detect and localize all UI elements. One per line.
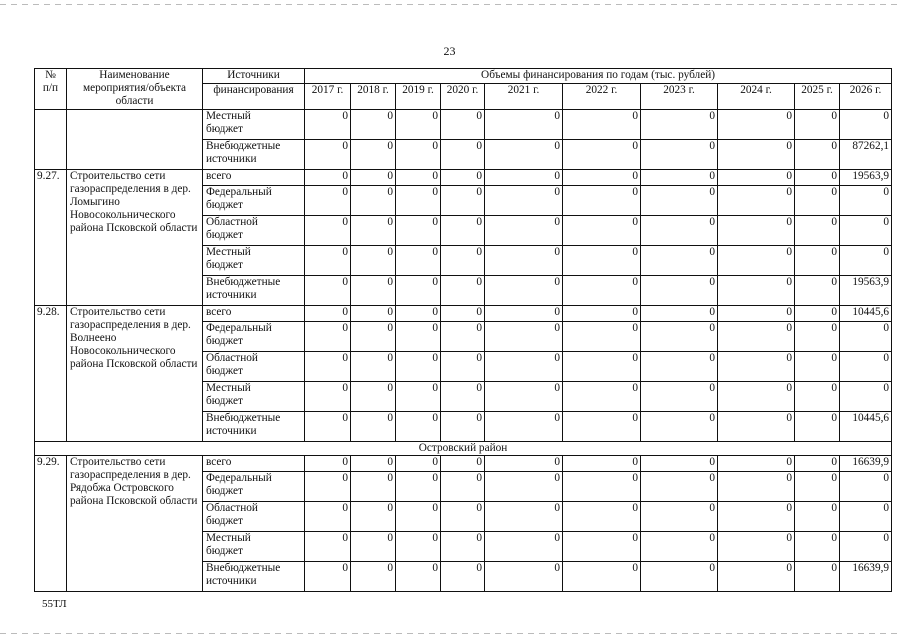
funding-value: 0 [351,351,396,381]
funding-value: 0 [396,305,441,321]
funding-value: 0 [718,381,795,411]
funding-value: 0 [351,471,396,501]
funding-value: 0 [641,139,718,169]
funding-value: 0 [563,501,641,531]
funding-source: Местный бюджет [203,245,305,275]
funding-value: 0 [441,305,485,321]
funding-value: 0 [840,321,892,351]
funding-value: 0 [563,139,641,169]
funding-source: всего [203,455,305,471]
table-row [35,169,892,185]
funding-value: 0 [718,245,795,275]
funding-value: 0 [718,455,795,471]
funding-value: 0 [305,321,351,351]
funding-value: 0 [718,215,795,245]
funding-value: 0 [795,471,840,501]
col-header-years-title: Объемы финансирования по годам (тыс. рублей) [305,69,892,84]
funding-value: 0 [441,381,485,411]
funding-value: 0 [641,455,718,471]
item-number [35,109,67,169]
funding-value: 0 [396,185,441,215]
funding-value: 0 [718,501,795,531]
funding-value: 0 [305,305,351,321]
funding-value: 0 [485,109,563,139]
funding-value: 0 [441,411,485,441]
funding-value: 0 [305,245,351,275]
funding-value: 0 [718,169,795,185]
funding-value: 0 [485,139,563,169]
funding-value: 0 [485,455,563,471]
funding-value: 0 [485,531,563,561]
item-number: 9.27. [35,169,67,305]
item-number: 9.29. [35,455,67,591]
funding-value: 0 [396,411,441,441]
funding-value: 0 [563,245,641,275]
funding-value: 0 [485,305,563,321]
funding-value: 0 [351,305,396,321]
funding-value: 0 [718,109,795,139]
funding-value: 16639,9 [840,561,892,591]
funding-value: 0 [563,471,641,501]
item-number: 9.28. [35,305,67,441]
funding-value: 0 [563,411,641,441]
funding-value: 0 [563,109,641,139]
funding-value: 0 [351,561,396,591]
funding-value: 0 [485,411,563,441]
funding-value: 0 [840,351,892,381]
funding-source: Областной бюджет [203,351,305,381]
funding-value: 0 [396,381,441,411]
funding-value: 0 [795,561,840,591]
funding-value: 0 [351,215,396,245]
funding-value: 0 [795,305,840,321]
funding-value: 0 [563,381,641,411]
funding-value: 0 [840,501,892,531]
funding-source: Федеральный бюджет [203,185,305,215]
funding-value: 0 [396,215,441,245]
funding-value: 0 [795,531,840,561]
funding-value: 0 [351,411,396,441]
funding-source: всего [203,305,305,321]
funding-value: 10445,6 [840,411,892,441]
funding-value: 0 [396,139,441,169]
funding-value: 0 [441,109,485,139]
funding-value: 0 [441,169,485,185]
funding-value: 0 [305,139,351,169]
funding-value: 0 [485,561,563,591]
funding-value: 0 [563,275,641,305]
col-header-num: № п/п [35,69,67,110]
funding-value: 0 [641,471,718,501]
funding-value: 0 [840,109,892,139]
col-header-year: 2022 г. [563,84,641,110]
funding-value: 0 [305,455,351,471]
funding-value: 0 [441,185,485,215]
funding-value: 0 [351,321,396,351]
funding-value: 0 [396,531,441,561]
funding-value: 0 [563,215,641,245]
funding-value: 0 [641,381,718,411]
funding-value: 0 [795,185,840,215]
funding-value: 0 [441,139,485,169]
table-row [35,305,892,321]
funding-value: 0 [563,531,641,561]
funding-value: 0 [485,321,563,351]
col-header-year: 2018 г. [351,84,396,110]
funding-value: 0 [305,185,351,215]
table-row [35,455,892,471]
funding-value: 0 [718,561,795,591]
footer-code: 55ТЛ [42,598,67,610]
header-row-top [35,69,892,84]
funding-value: 0 [563,305,641,321]
section-row [35,441,892,455]
funding-value: 0 [305,275,351,305]
funding-value: 0 [795,381,840,411]
scan-edge-top [0,4,899,5]
financing-table [34,68,892,592]
funding-value: 0 [485,185,563,215]
funding-value: 0 [305,169,351,185]
col-header-year: 2025 г. [795,84,840,110]
funding-value: 0 [396,561,441,591]
funding-value: 0 [641,185,718,215]
col-header-source-line2: финансирования [203,84,305,110]
funding-value: 19563,9 [840,169,892,185]
funding-value: 0 [351,139,396,169]
funding-value: 0 [441,471,485,501]
funding-value: 0 [840,381,892,411]
item-name: Строительство сети газораспределения в дер. Рядобжа Островского района Псковской области [67,455,203,591]
funding-value: 0 [718,275,795,305]
funding-value: 0 [351,169,396,185]
funding-value: 19563,9 [840,275,892,305]
funding-source: всего [203,169,305,185]
funding-value: 0 [641,411,718,441]
funding-value: 0 [641,561,718,591]
funding-source: Внебюджетные источники [203,411,305,441]
funding-value: 0 [441,501,485,531]
funding-value: 0 [563,455,641,471]
funding-source: Областной бюджет [203,501,305,531]
funding-value: 0 [441,215,485,245]
funding-value: 0 [305,215,351,245]
funding-value: 0 [441,351,485,381]
funding-value: 0 [351,455,396,471]
funding-value: 0 [840,185,892,215]
table-body [35,109,892,591]
funding-value: 0 [485,275,563,305]
funding-value: 0 [441,245,485,275]
item-name: Строительство сети газораспределения в дер. Ломыгино Новосокольнического района Псковской области [67,169,203,305]
funding-value: 0 [351,185,396,215]
funding-value: 0 [563,185,641,215]
funding-value: 0 [641,321,718,351]
funding-value: 0 [396,471,441,501]
funding-value: 0 [641,215,718,245]
funding-value: 0 [485,245,563,275]
funding-value: 0 [305,531,351,561]
funding-value: 0 [396,109,441,139]
funding-value: 0 [351,275,396,305]
funding-value: 0 [305,381,351,411]
col-header-year: 2019 г. [396,84,441,110]
funding-value: 0 [795,351,840,381]
funding-value: 0 [840,471,892,501]
funding-value: 0 [795,139,840,169]
col-header-name: Наименование мероприятия/объекта области [67,69,203,110]
col-header-year: 2021 г. [485,84,563,110]
funding-value: 0 [351,245,396,275]
funding-value: 0 [441,321,485,351]
funding-source: Федеральный бюджет [203,321,305,351]
funding-value: 0 [641,531,718,561]
funding-value: 0 [396,245,441,275]
col-header-year: 2024 г. [718,84,795,110]
funding-source: Областной бюджет [203,215,305,245]
funding-value: 0 [718,185,795,215]
funding-value: 0 [563,351,641,381]
funding-value: 0 [441,561,485,591]
col-header-year: 2026 г. [840,84,892,110]
funding-source: Федеральный бюджет [203,471,305,501]
funding-value: 0 [305,109,351,139]
funding-value: 0 [305,501,351,531]
funding-value: 0 [396,275,441,305]
item-name: Строительство сети газораспределения в дер. Волнеено Новосокольнического района Псковской области [67,305,203,441]
funding-value: 0 [641,275,718,305]
funding-value: 0 [441,531,485,561]
funding-value: 0 [641,109,718,139]
col-header-year: 2023 г. [641,84,718,110]
funding-value: 0 [396,455,441,471]
funding-value: 0 [641,501,718,531]
funding-value: 0 [840,215,892,245]
funding-source: Местный бюджет [203,531,305,561]
funding-value: 0 [396,169,441,185]
funding-value: 0 [641,245,718,275]
funding-value: 0 [485,215,563,245]
funding-value: 0 [840,531,892,561]
funding-value: 0 [396,351,441,381]
col-header-year: 2017 г. [305,84,351,110]
funding-value: 0 [795,321,840,351]
funding-value: 0 [718,139,795,169]
funding-value: 0 [441,275,485,305]
funding-source: Внебюджетные источники [203,139,305,169]
funding-value: 0 [641,169,718,185]
funding-value: 0 [351,109,396,139]
funding-value: 16639,9 [840,455,892,471]
funding-value: 0 [641,305,718,321]
funding-value: 0 [795,455,840,471]
page-number: 23 [443,44,456,58]
funding-value: 0 [563,321,641,351]
funding-value: 0 [718,321,795,351]
funding-value: 0 [718,531,795,561]
funding-value: 0 [795,275,840,305]
scan-edge-bottom [0,633,899,634]
funding-value: 0 [305,351,351,381]
funding-value: 0 [351,531,396,561]
funding-value: 0 [351,501,396,531]
funding-value: 10445,6 [840,305,892,321]
funding-value: 0 [396,321,441,351]
funding-value: 0 [485,351,563,381]
funding-source: Местный бюджет [203,381,305,411]
col-header-year: 2020 г. [441,84,485,110]
col-header-source-line1: Источники [203,69,305,84]
funding-value: 0 [718,351,795,381]
funding-source: Внебюджетные источники [203,561,305,591]
funding-value: 87262,1 [840,139,892,169]
funding-value: 0 [840,245,892,275]
funding-value: 0 [351,381,396,411]
funding-value: 0 [396,501,441,531]
funding-value: 0 [485,501,563,531]
funding-value: 0 [795,411,840,441]
funding-value: 0 [718,471,795,501]
funding-value: 0 [441,455,485,471]
funding-source: Местный бюджет [203,109,305,139]
item-name [67,109,203,169]
funding-value: 0 [485,169,563,185]
funding-source: Внебюджетные источники [203,275,305,305]
funding-value: 0 [795,215,840,245]
section-title: Островский район [35,441,892,455]
funding-value: 0 [795,245,840,275]
funding-value: 0 [795,501,840,531]
funding-value: 0 [795,109,840,139]
funding-value: 0 [563,169,641,185]
funding-value: 0 [563,561,641,591]
funding-value: 0 [485,381,563,411]
funding-value: 0 [641,351,718,381]
funding-value: 0 [305,561,351,591]
funding-value: 0 [795,169,840,185]
funding-value: 0 [305,471,351,501]
funding-value: 0 [485,471,563,501]
funding-value: 0 [305,411,351,441]
table-row [35,109,892,139]
funding-value: 0 [718,411,795,441]
funding-value: 0 [718,305,795,321]
